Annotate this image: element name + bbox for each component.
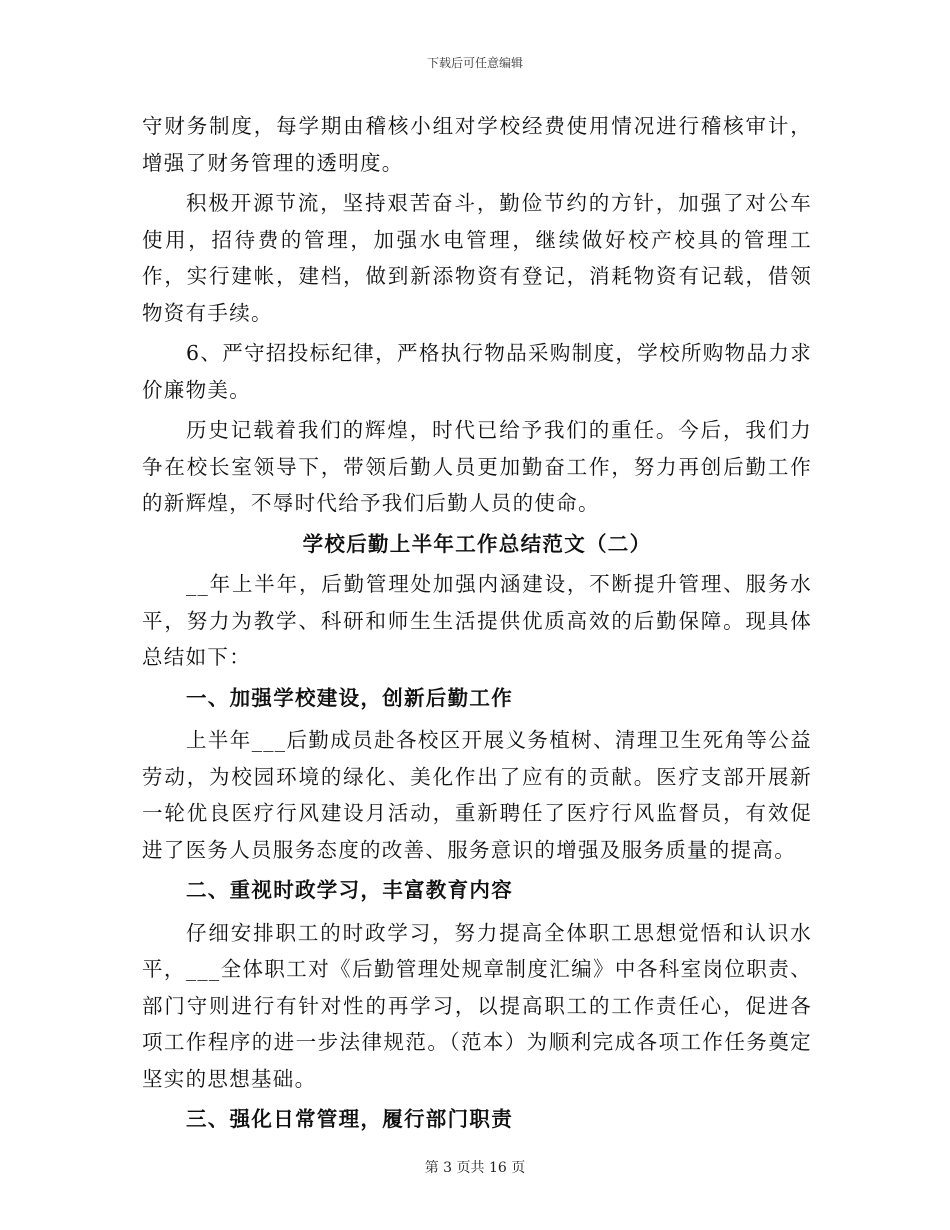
paragraph-cost-saving: 积极开源节流，坚持艰苦奋斗，勤俭节约的方针，加强了对公车使用，招待费的管理，加强水电管理，继续做好校产校具的管理工作，实行建帐，建档，做到新添物资有登记，消耗物资有记载，借领物资有手续。	[142, 191, 812, 325]
section-title: 学校后勤上半年工作总结范文（二）	[302, 531, 652, 556]
paragraph-study: 仔细安排职工的时政学习，努力提高全体职工思想觉悟和认识水平，___全体职工对《后勤管理处规章制度汇编》中各科室岗位职责、部门守则进行有针对性的再学习，以提高职工的工作责任心，促进各项工作程序的进一步法律规范。（范本）为顺利完成各项工作任务奠定坚实的思想基础。	[142, 920, 812, 1091]
paragraph-intro: __年上半年，后勤管理处加强内涵建设，不断提升管理、服务水平，努力为教学、科研和师生生活提供优质高效的后勤保障。现具体总结如下：	[142, 572, 812, 669]
paragraph-history: 历史记载着我们的辉煌，时代已给予我们的重任。今后，我们力争在校长室领导下，带领后勤人员更加勤奋工作，努力再创后勤工作的新辉煌，不辱时代给予我们后勤人员的使命。	[142, 418, 812, 515]
heading-three: 三、强化日常管理，履行部门职责	[186, 1107, 513, 1131]
heading-one: 一、加强学校建设，创新后勤工作	[186, 685, 513, 710]
paragraph-procurement: 6、严守招投标纪律，严格执行物品采购制度，学校所购物品力求价廉物美。	[142, 341, 812, 402]
paragraph-finance-audit: 守财务制度，每学期由稽核小组对学校经费使用情况进行稽核审计，增强了财务管理的透明度。	[142, 114, 812, 175]
page-number: 第 3 页共 16 页	[424, 1160, 526, 1176]
heading-two: 二、重视时政学习，丰富教育内容	[186, 878, 513, 902]
page-header: 下载后可任意编辑	[426, 56, 523, 70]
paragraph-construction: 上半年___后勤成员赴各校区开展义务植树、清理卫生死角等公益劳动，为校园环境的绿化、美化作出了应有的贡献。医疗支部开展新一轮优良医疗行风建设月活动，重新聘任了医疗行风监督员，有效促进了医务人员服务态度的改善、服务意识的增强及服务质量的提高。	[142, 728, 812, 862]
document-body	[142, 108, 812, 1144]
